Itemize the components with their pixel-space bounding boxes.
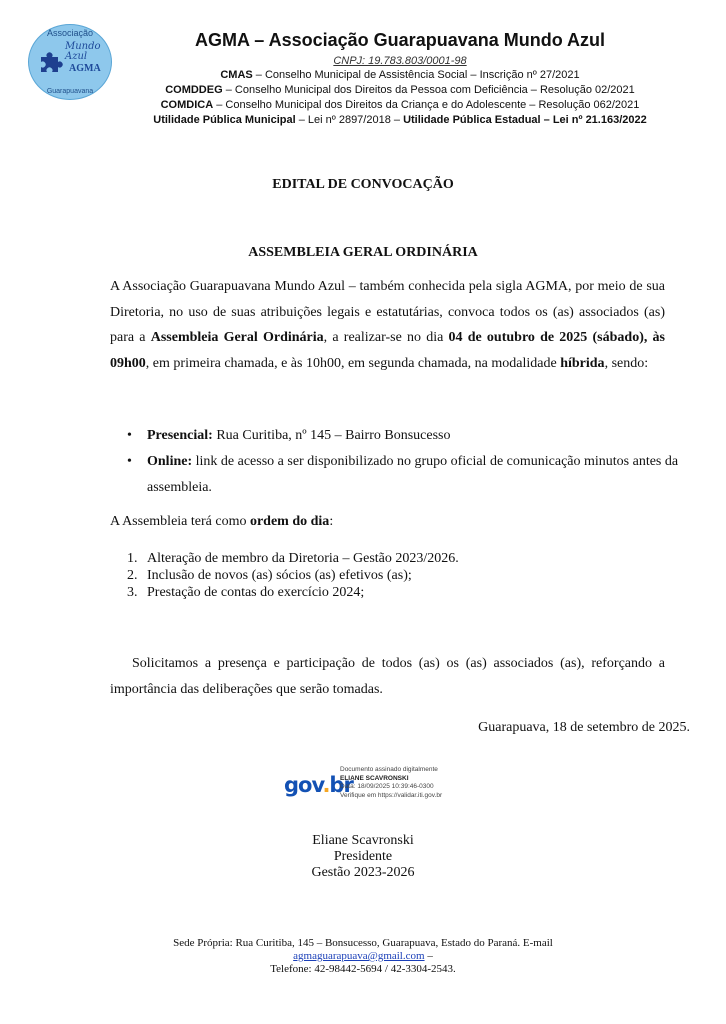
header-line-comdica <box>120 99 680 111</box>
list-item <box>147 449 707 501</box>
signer-role: Presidente <box>333 849 393 864</box>
document-title: EDITAL DE CONVOCAÇÃO <box>272 177 454 192</box>
text: A Assembleia terá como <box>110 514 250 529</box>
item-number: 3. <box>127 585 138 600</box>
list-item <box>147 423 707 449</box>
label: Presencial: <box>147 428 213 443</box>
agenda-intro <box>110 514 333 530</box>
document-subtitle: ASSEMBLEIA GERAL ORDINÁRIA <box>248 245 478 260</box>
logo-mundo: Mundo <box>65 41 101 52</box>
modality-list <box>110 423 707 501</box>
footer-email-line <box>0 950 726 963</box>
logo-brand: AGMA <box>69 63 101 74</box>
acronym: COMDICA <box>160 99 214 111</box>
list-item <box>127 550 459 567</box>
list-item <box>127 567 459 584</box>
logo-bottom-text: Guarapuavana <box>46 88 94 95</box>
text: , a realizar-se no dia <box>323 330 449 346</box>
description: – Conselho Municipal dos Direitos da Pessoa com Deficiência – Resolução 02/2021 <box>222 84 635 96</box>
signer-block <box>0 833 726 881</box>
agma-logo <box>28 24 112 100</box>
header-line-cmas <box>120 69 680 81</box>
puzzle-piece-icon <box>39 51 67 73</box>
footer-phone: Telefone: 42-98442-5694 / 42-3304-2543. <box>270 963 456 975</box>
label: Online: <box>147 454 193 469</box>
footer-address: Sede Própria: Rua Curitiba, 145 – Bonsucesso, Guarapuava, Estado do Paraná. E-mail <box>173 937 553 949</box>
closing-paragraph: Solicitamos a presença e participação de todos (as) os (as) associados (as), reforçando a importância das deliberações que serão tomadas. <box>110 656 665 697</box>
text: , em primeira chamada, e às 10h00, em segunda chamada, na modalidade <box>145 355 561 371</box>
item-text: Alteração de membro da Diretoria – Gestão 2023/2026. <box>147 551 459 566</box>
text: , sendo: <box>604 355 649 371</box>
signature-heading: Documento assinado digitalmente <box>340 766 438 773</box>
lei-municipal: – Lei nº 2897/2018 – <box>295 114 404 126</box>
item-text: Inclusão de novos (as) sócios (as) efetivos (as); <box>147 568 412 583</box>
logo-azul: Azul <box>65 51 88 62</box>
agenda-label: ordem do dia <box>249 514 330 529</box>
header-line-utilidade <box>120 114 680 126</box>
utilidade-municipal: Utilidade Pública Municipal <box>153 114 296 126</box>
utilidade-estadual: Utilidade Pública Estadual – Lei nº 21.163/2022 <box>403 114 647 126</box>
assembly-type: Assembleia Geral Ordinária <box>150 330 324 346</box>
item-number: 2. <box>127 568 138 583</box>
logo-gov: gov <box>284 773 323 797</box>
text: link de acesso a ser disponibilizado no grupo oficial de comunicação minutos antes da assembleia. <box>147 454 679 495</box>
assembly-date: 04 de outubro de 2025 (sábado), às 09h00 <box>110 330 666 371</box>
place-date: Guarapuava, 18 de setembro de 2025. <box>478 720 690 735</box>
header-line-comddeg <box>120 84 680 96</box>
signer-term: Gestão 2023-2026 <box>311 865 415 880</box>
description: – Conselho Municipal de Assistência Social – Inscrição nº 27/2021 <box>252 69 580 81</box>
agenda-list <box>110 550 459 601</box>
signature-date: Data: 18/09/2025 10:39:46-0300 <box>340 783 434 790</box>
signer-name: Eliane Scavronski <box>312 833 414 848</box>
text: Rua Curitiba, nº 145 – Bairro Bonsucesso <box>212 428 451 443</box>
logo-br: br <box>329 773 353 797</box>
logo-top-text: Associação <box>46 28 94 38</box>
digital-signature-info <box>340 766 442 800</box>
acronym: COMDDEG <box>165 84 223 96</box>
intro-paragraph <box>110 274 665 376</box>
list-item <box>127 584 459 601</box>
acronym: CMAS <box>220 69 253 81</box>
item-number: 1. <box>127 551 138 566</box>
description: – Conselho Municipal dos Direitos da Criança e do Adolescente – Resolução 062/2021 <box>213 99 640 111</box>
organization-title: AGMA – Associação Guarapuavana Mundo Azul <box>194 30 606 50</box>
signature-verify-link: Verifique em https://validar.iti.gov.br <box>340 791 443 799</box>
email-link[interactable]: agmaguarapuava@gmail.com <box>293 950 425 962</box>
footer <box>0 937 726 976</box>
separator: – <box>424 950 433 962</box>
item-text: Prestação de contas do exercício 2024; <box>147 585 365 600</box>
text: : <box>329 514 334 529</box>
logo-dot: . <box>322 773 330 797</box>
modality: híbrida <box>560 355 605 371</box>
logo-mundo-azul <box>65 42 101 62</box>
text: A Associação Guarapuavana Mundo Azul – também conhecida pela sigla AGMA, por meio de sua Diretoria, no uso de suas atribuições legais e estatutárias, convoca todos os (as) associados (as) para a <box>110 279 665 346</box>
cnpj: CNPJ: 19.783.803/0001-98 <box>333 55 467 67</box>
signature-name: ELIANE SCAVRONSKI <box>340 774 409 782</box>
